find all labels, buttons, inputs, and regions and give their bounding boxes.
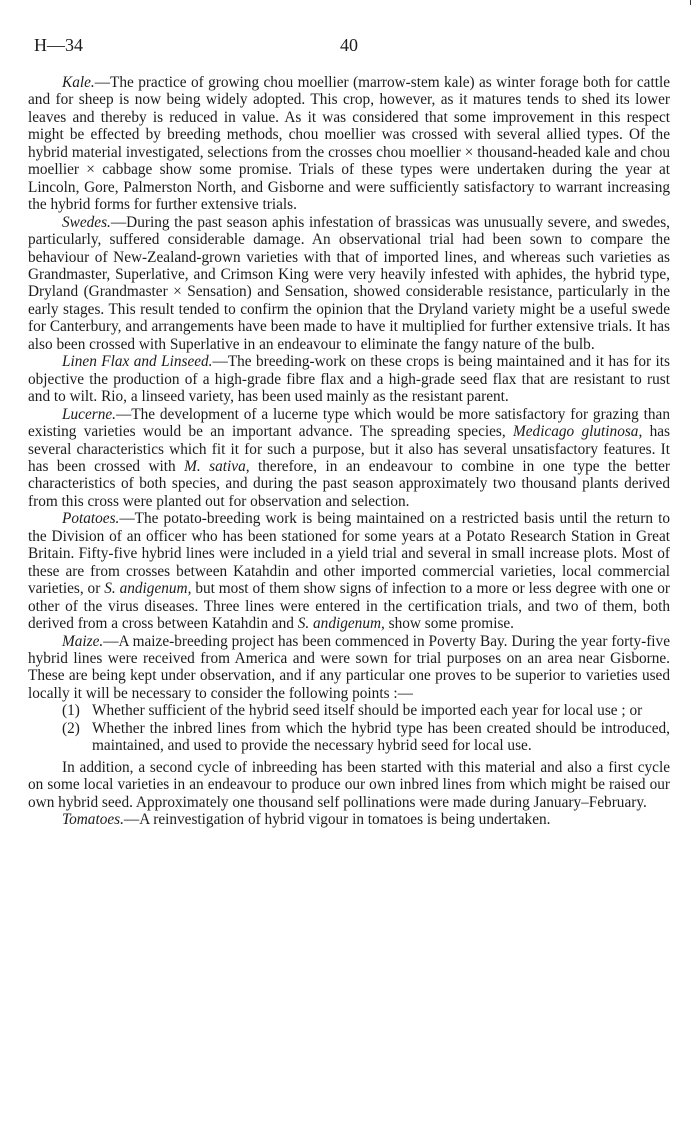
page-corner-mark — [690, 0, 691, 5]
potatoes-text-c: show some promise. — [384, 615, 515, 633]
list-item-number: (1) — [62, 702, 80, 720]
lucerne-species-glutinosa: Medicago glutinosa, — [513, 423, 643, 441]
paragraph-kale — [28, 74, 670, 214]
paragraph-addition: In addition, a second cycle of inbreeding has been started with this material and also a first cycle on some local varieties in an endeavour to produce our own inbred lines from which might be raised our own hybrid seed. Approximately one thousand self pollinations were made during January–February. — [28, 758, 670, 811]
potatoes-species-2: S. andigenum, — [297, 615, 385, 633]
list-item-number: (2) — [62, 719, 80, 737]
list-item — [28, 702, 670, 719]
page-body — [28, 74, 670, 828]
potatoes-text-a: —The potato-breeding work is being maintained on a restricted basis until the return to the Division of an officer who has been stationed for some years at a Potato Research Station in Great Britain. Fifty-five hybrid lines were included in a yield trial and several in small increase plots. Most of these are from crosses between Katahdin and other imported commercial varieties, local commercial varieties, or — [28, 510, 670, 598]
list-item-text: Whether the inbred lines from which the hybrid type has been created should be introduced, maintained, and used to provide the necessary hybrid seed for local use. — [92, 719, 670, 755]
tomatoes-text: —A reinvestigation of hybrid vigour in tomatoes is being undertaken. — [123, 811, 551, 829]
heading-tomatoes: Tomatoes. — [62, 811, 124, 829]
list-item — [28, 720, 670, 755]
lucerne-text-c: therefore, in an endeavour to combine in one type the better characteristics of both species, and during the past season approximately two thousand plants derived from this cross were planted out for observation and selection. — [28, 457, 670, 510]
paragraph-flax — [28, 353, 670, 405]
paragraph-potatoes — [28, 510, 670, 632]
heading-potatoes: Potatoes. — [62, 510, 120, 528]
paragraph-tomatoes — [28, 811, 670, 828]
heading-swedes: Swedes. — [62, 213, 111, 231]
lucerne-text-a: —The development of a lucerne type which would be more satisfactory for grazing than existing varieties would be an important advance. The spreading species, — [28, 405, 670, 441]
potatoes-species-1: S. andigenum, — [104, 580, 192, 598]
page-header — [34, 35, 682, 59]
list-item-text: Whether sufficient of the hybrid seed itself should be imported each year for local use ; or — [92, 702, 643, 720]
kale-text: —The practice of growing chou moellier (marrow-stem kale) as winter forage both for cattle and for sheep is now being widely adopted. This crop, however, as it matures tends to shed its lower leaves and thereby is reduced in value. As it was considered that some improvement in this respect might be effected by breeding methods, chou moellier was crossed with several allied types. Of the hybrid material investigated, selections from the crosses chou moellier × thousand-headed kale and chou moellier × cabbage show some promise. Trials of these types were undertaken during the year at Lincoln, Gore, Palmerston North, and Gisborne and were sufficiently satisfactory to warrant increasing the hybrid forms for further extensive trials. — [28, 74, 670, 214]
heading-flax: Linen Flax and Linseed. — [62, 353, 213, 371]
page-number: 40 — [340, 35, 358, 55]
potatoes-text-b: but most of them show signs of infection to a more or less degree with one or other of the virus diseases. Three lines were entered in the certification trials, and two of them, both derived from a cross between Katahdin and — [28, 580, 670, 633]
heading-maize: Maize. — [62, 632, 104, 650]
maize-points-list — [28, 702, 670, 754]
report-reference: H—34 — [34, 35, 83, 55]
flax-text: —The breeding-work on these crops is being maintained and it has for its objective the production of a high-grade fibre flax and a high-grade seed flax that are resistant to rust and to wilt. Rio, a linseed variety, has been used mainly as the resistant parent. — [28, 353, 670, 406]
paragraph-swedes — [28, 214, 670, 354]
paragraph-maize — [28, 633, 670, 703]
heading-kale: Kale. — [62, 74, 95, 91]
lucerne-species-sativa: M. sativa, — [184, 457, 250, 475]
lucerne-text-b: has several characteristics which fit it for such a purpose, but it also has several unsatisfactory features. It has been crossed with — [28, 423, 670, 475]
paragraph-lucerne — [28, 406, 670, 511]
heading-lucerne: Lucerne. — [62, 405, 116, 423]
swedes-text: —During the past season aphis infestation of brassicas was unusually severe, and swedes, particularly, suffered considerable damage. An observational trial had been sown to compare the behaviour of New-Zealand-grown varieties with that of imported lines, and whereas such varieties as Grandmaster, Superlative, and Crimson King were very heavily infested with aphides, the hybrid type, Dryland (Grandmaster × Sensation) and Sensation, showed considerable resistance, particularly in the early stages. This result tended to confirm the opinion that the Dryland variety might be a useful swede for Canterbury, and arrangements have been made to have it multiplied for further extensive trials. It has also been crossed with Superlative in an endeavour to eliminate the fangy nature of the bulb. — [28, 213, 670, 353]
maize-text: —A maize-breeding project has been commenced in Poverty Bay. During the year forty-five hybrid lines were received from America and were sown for trial purposes on an area near Gisborne. These are being kept under observation, and if any particular one proves to be superior to varieties used locally it will be necessary to consider the following points :— — [28, 632, 670, 702]
